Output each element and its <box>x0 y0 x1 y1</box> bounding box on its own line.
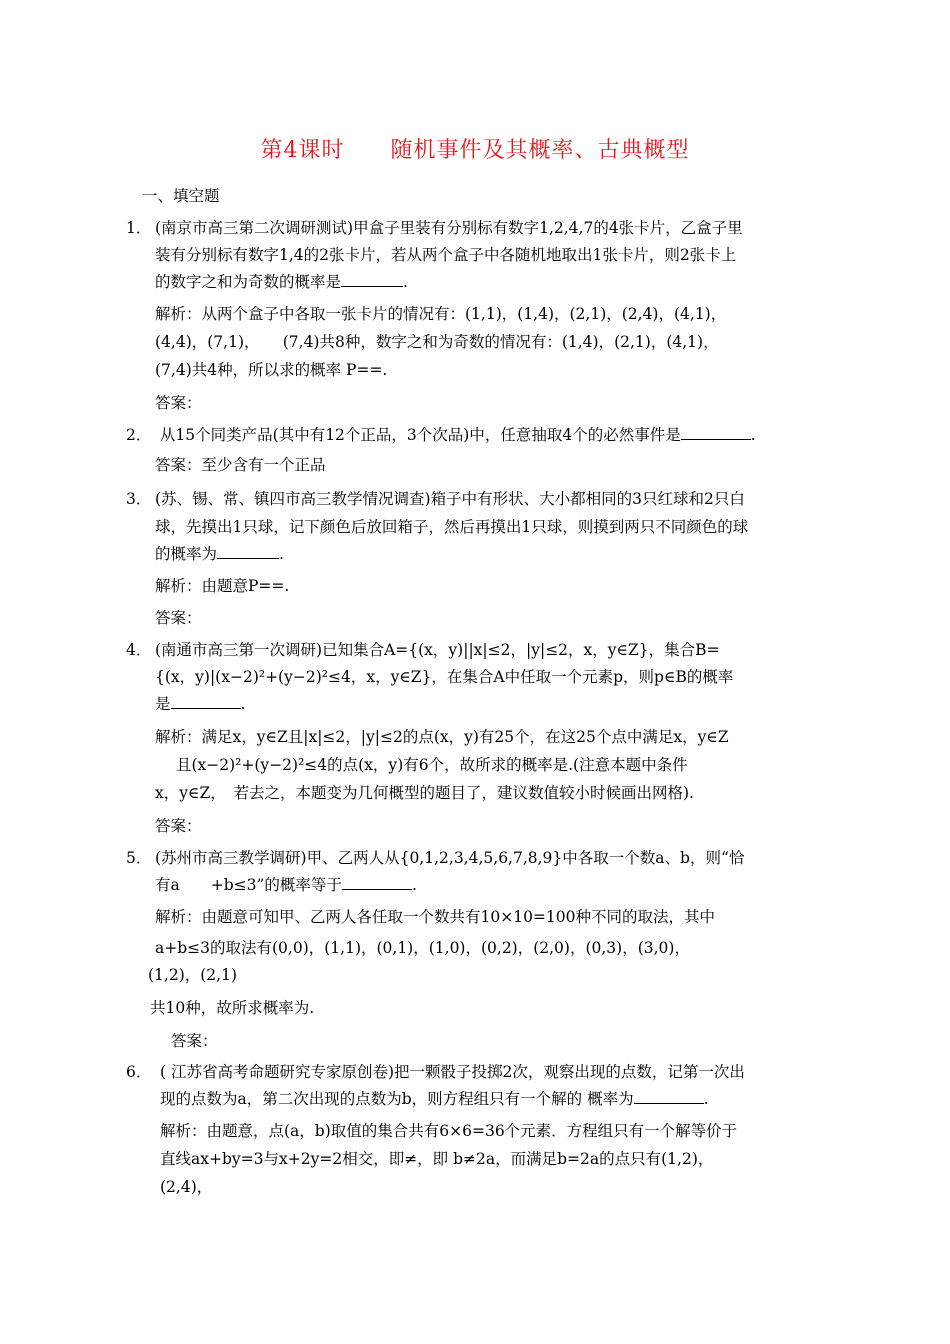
q3-answer: 答案： <box>155 609 202 627</box>
q1-answer: 答案： <box>155 394 202 412</box>
q5-line-2 <box>155 874 417 896</box>
q4-line-1: (南通市高三第一次调研)已知集合A={(x，y)||x|≤2，|y|≤2，x，y∈Z}，集合B= <box>155 641 720 659</box>
q2-line-1 <box>155 424 756 446</box>
q6-analysis-2: 直线ax+by=3与x+2y=2相交，即≠，即 b≠2a，而满足b=2a的点只有(1,2)， <box>160 1150 714 1168</box>
q6-analysis-1: 解析：由题意，点(a，b)取值的集合共有6×6=36个元素．方程组只有一个解等价于 <box>160 1122 738 1140</box>
q5-line-1: (苏州市高三教学调研)甲、乙两人从{0,1,2,3,4,5,6,7,8,9}中各取一个数a、b，则“恰 <box>155 849 745 867</box>
q4-number: 4． <box>126 641 152 659</box>
q1-analysis-1: 解析：从两个盒子中各取一张卡片的情况有：(1,1)，(1,4)，(2,1)，(2,4)，(4,1)， <box>155 305 727 323</box>
q4-analysis-3: x，y∈Z， 若去之，本题变为几何概型的题目了，建议数值较小时候画出网格). <box>155 784 694 802</box>
q2-number: 2． <box>126 426 152 444</box>
blank-period: . <box>750 426 756 444</box>
q1-number: 1． <box>126 219 152 237</box>
q5-answer: 答案： <box>171 1032 218 1050</box>
answer-blank <box>217 544 279 559</box>
q6-line-2 <box>160 1088 709 1110</box>
q5-analysis-3: (1,2)，(2,1) <box>148 966 237 984</box>
q3-line-2: 球，先摸出1只球，记下颜色后放回箱子，然后再摸出1只球，则摸到两只不同颜色的球 <box>155 518 749 536</box>
blank-period: . <box>403 273 408 291</box>
q5-analysis-2: a+b≤3的取法有(0,0)，(1,1)，(0,1)，(1,0)，(0,2)，(2,0)，(0,3)，(3,0)， <box>155 939 690 957</box>
answer-blank <box>634 1089 704 1104</box>
q1-analysis-2: (4,4)，(7,1)， (7,4)共8种，数字之和为奇数的情况有：(1,4)，(2,1)，(4,1)， <box>155 333 719 351</box>
q1-line-3 <box>155 271 408 293</box>
answer-blank <box>681 425 751 440</box>
q6-line-1: ( 江苏省高考命题研究专家原创卷)把一颗骰子投掷2次，观察出现的点数，记第一次出 <box>160 1063 745 1081</box>
q3-line-3 <box>155 543 284 565</box>
q1-line-3-text: 的数字之和为奇数的概率是 <box>155 273 342 291</box>
q3-number: 3． <box>126 490 152 508</box>
q5-analysis-4: 共10种，故所求概率为. <box>150 999 315 1017</box>
section-heading: 一、填空题 <box>142 187 220 205</box>
q5-analysis-1: 解析：由题意可知甲、乙两人各任取一个数共有10×10=100种不同的取法，其中 <box>155 908 716 926</box>
blank-period: . <box>240 695 246 713</box>
q1-analysis-3: (7,4)共4种，所以求的概率 P==. <box>155 361 388 379</box>
q4-answer: 答案： <box>155 817 202 835</box>
q4-analysis-1: 解析：满足x，y∈Z且|x|≤2，|y|≤2的点(x，y)有25个，在这25个点中满足x，y∈Z <box>155 728 729 746</box>
q4-line-3-text: 是 <box>155 695 171 713</box>
q3-analysis-1: 解析：由题意P==. <box>155 577 290 595</box>
answer-blank <box>341 272 403 287</box>
q3-line-1: (苏、锡、常、镇四市高三教学情况调查)箱子中有形状、大小都相同的3只红球和2只白 <box>155 490 745 508</box>
q2-answer: 答案：至少含有一个正品 <box>155 456 326 474</box>
q6-number: 6． <box>126 1063 152 1081</box>
q5-number: 5． <box>126 849 152 867</box>
blank-period: . <box>411 876 417 894</box>
q4-line-3 <box>155 693 245 715</box>
q1-line-2: 装有分别标有数字1,4的2张卡片，若从两个盒子中各随机地取出1张卡片，则2张卡上 <box>155 246 737 264</box>
q5-line-2-text: 有a +b≤3”的概率等于 <box>155 876 342 894</box>
q6-analysis-3: (2,4)， <box>160 1178 213 1196</box>
blank-period: . <box>703 1090 709 1108</box>
answer-blank <box>342 875 412 890</box>
q2-line-1-text: 从15个同类产品(其中有12个正品，3个次品)中，任意抽取4个的必然事件是 <box>155 426 681 444</box>
blank-period: . <box>279 545 284 563</box>
q1-line-1: (南京市高三第二次调研测试)甲盒子里装有分别标有数字1,2,4,7的4张卡片，乙盒子里 <box>155 219 743 237</box>
q6-line-2-text: 现的点数为a，第二次出现的点数为b，则方程组只有一个解的 概率为 <box>160 1090 634 1108</box>
answer-blank <box>171 694 241 709</box>
q4-line-2: {(x，y)|(x−2)²+(y−2)²≤4，x，y∈Z}，在集合A中任取一个元素p，则p∈B的概率 <box>155 668 734 686</box>
page-title: 第4课时 随机事件及其概率、古典概型 <box>260 138 690 163</box>
q4-analysis-2: 且(x−2)²+(y−2)²≤4的点(x，y)有6个，故所求的概率是.(注意本题中条件 <box>176 756 688 774</box>
q3-line-3-text: 的概率为 <box>155 545 218 563</box>
